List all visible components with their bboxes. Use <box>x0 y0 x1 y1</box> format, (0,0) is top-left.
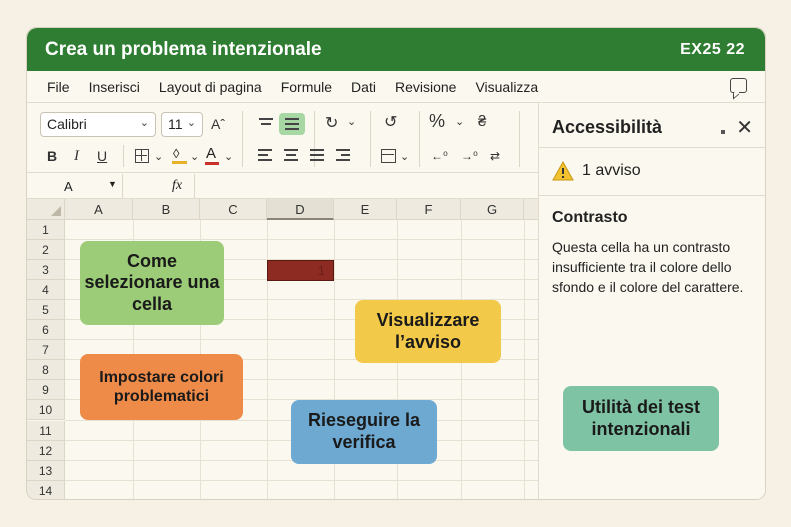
menu-formule[interactable]: Formule <box>280 78 333 95</box>
menu-visualizza[interactable]: Visualizza <box>475 78 539 95</box>
row-header-4[interactable]: 4 <box>27 280 65 300</box>
row-header-7[interactable]: 7 <box>27 340 65 360</box>
cell-d3[interactable]: 1 <box>267 260 334 281</box>
align-left-icon[interactable] <box>279 113 305 135</box>
row-header-1[interactable]: 1 <box>27 220 65 240</box>
accessibility-panel <box>538 103 766 500</box>
formula-divider <box>122 174 123 199</box>
grow-font-button[interactable]: Aˆ <box>211 116 225 132</box>
column-header-g[interactable]: G <box>461 199 524 220</box>
chevron-down-icon[interactable]: ▼ <box>108 179 117 189</box>
row-header-2[interactable]: 2 <box>27 240 65 260</box>
chevron-down-icon[interactable]: ⌄ <box>400 151 410 163</box>
excel-window <box>26 27 766 500</box>
column-header-c[interactable]: C <box>200 199 267 220</box>
font-name-select[interactable] <box>40 112 156 137</box>
comment-icon[interactable] <box>730 78 747 93</box>
formula-bar <box>27 174 538 199</box>
menu-dati[interactable]: Dati <box>351 78 376 95</box>
row-header-9[interactable]: 9 <box>27 380 65 400</box>
row-header-6[interactable]: 6 <box>27 320 65 340</box>
column-header-d[interactable]: D <box>267 199 334 220</box>
ribbon-divider <box>123 145 124 167</box>
window-code: EX25 22 <box>680 40 745 58</box>
chevron-down-icon: ⌄ <box>186 117 196 129</box>
panel-divider <box>539 195 766 196</box>
borders-icon[interactable] <box>135 149 149 163</box>
column-header-h[interactable] <box>524 199 538 220</box>
callout-select-cell: Come selezionare una cella <box>80 241 224 325</box>
chevron-down-icon: ⌄ <box>139 117 149 129</box>
currency-icon[interactable]: ₴ <box>478 113 487 130</box>
ribbon-divider <box>519 111 520 167</box>
italic-button[interactable]: I <box>74 148 79 164</box>
contrast-title: Contrasto <box>552 209 628 226</box>
chevron-down-icon[interactable]: ⌄ <box>455 116 465 128</box>
ribbon <box>27 103 538 173</box>
panel-pin <box>721 130 725 134</box>
title-bar <box>27 28 765 71</box>
cell-format-icon[interactable] <box>381 149 396 163</box>
menu-layout[interactable]: Layout di pagina <box>158 78 262 95</box>
row-header-10[interactable]: 10 <box>27 400 65 420</box>
callout-set-colors: Impostare colori problematici <box>80 354 243 420</box>
bold-button[interactable]: B <box>47 148 58 164</box>
warning-row[interactable] <box>552 161 641 181</box>
font-size-value: 11 <box>168 116 183 132</box>
warning-count: 1 avviso <box>582 162 641 179</box>
column-header-b[interactable]: B <box>133 199 200 220</box>
warning-icon <box>552 161 574 181</box>
decrease-decimal-icon[interactable]: →⁰ <box>461 149 478 163</box>
row-header-12[interactable]: 12 <box>27 441 65 461</box>
fx-icon[interactable]: fx <box>172 178 183 193</box>
menu-bar <box>27 71 765 103</box>
chevron-down-icon[interactable]: ⌄ <box>154 151 164 163</box>
select-all-corner[interactable] <box>27 199 65 220</box>
row-header-14[interactable]: 14 <box>27 481 65 500</box>
column-header-a[interactable]: A <box>65 199 133 220</box>
fill-color-icon[interactable]: ◊ <box>172 146 188 166</box>
panel-title: Accessibilità <box>552 117 663 137</box>
justify-icon[interactable] <box>310 149 326 163</box>
menu-revisione[interactable]: Revisione <box>394 78 457 95</box>
window-title: Crea un problema intenzionale <box>45 38 322 60</box>
menu-inserisci[interactable]: Inserisci <box>88 78 140 95</box>
chevron-down-icon[interactable]: ⌄ <box>190 151 200 163</box>
spreadsheet-grid <box>27 199 538 500</box>
formula-divider <box>194 174 195 199</box>
ribbon-divider <box>419 111 420 167</box>
align-center-icon[interactable] <box>284 149 300 163</box>
callout-intentional-tests: Utilità dei test intenzionali <box>563 386 719 451</box>
row-header-8[interactable]: 8 <box>27 360 65 380</box>
ribbon-divider <box>242 111 243 167</box>
callout-view-warning: Visualizzare l’avviso <box>355 300 501 363</box>
align-top-button[interactable] <box>257 115 275 133</box>
row-header-5[interactable]: 5 <box>27 300 65 320</box>
format-icon[interactable]: ↺ <box>384 114 398 131</box>
number-format-icon[interactable]: ⇄ <box>490 149 501 163</box>
chevron-down-icon[interactable]: ⌄ <box>224 151 234 163</box>
increase-decimal-icon[interactable]: ←⁰ <box>431 149 448 163</box>
font-size-select[interactable] <box>161 112 203 137</box>
align-left-text-icon[interactable] <box>258 149 274 163</box>
contrast-description: Questa cella ha un contrasto insufficiente tra il colore dello sfondo e il colore del carattere. <box>552 239 744 295</box>
font-name-value: Calibri <box>47 116 87 132</box>
column-header-f[interactable]: F <box>397 199 461 220</box>
close-icon[interactable]: ✕ <box>736 117 753 139</box>
panel-divider <box>539 147 766 148</box>
menu-file[interactable]: File <box>47 78 70 95</box>
grid-line <box>65 480 538 481</box>
indent-icon[interactable] <box>336 149 352 163</box>
callout-rerun-check: Rieseguire la verifica <box>291 400 437 464</box>
chevron-down-icon[interactable]: ⌄ <box>347 116 357 128</box>
row-header-11[interactable]: 11 <box>27 421 65 441</box>
ribbon-divider <box>370 111 371 167</box>
grid-line <box>65 239 538 240</box>
row-header-3[interactable]: 3 <box>27 260 65 280</box>
name-box[interactable]: A <box>64 179 73 194</box>
underline-button[interactable]: U <box>97 148 108 164</box>
wrap-text-icon[interactable]: ↻ <box>325 115 339 132</box>
row-header-13[interactable]: 13 <box>27 461 65 481</box>
percent-icon[interactable]: % <box>429 111 446 131</box>
font-color-icon[interactable]: A <box>205 145 219 167</box>
column-header-e[interactable]: E <box>334 199 397 220</box>
